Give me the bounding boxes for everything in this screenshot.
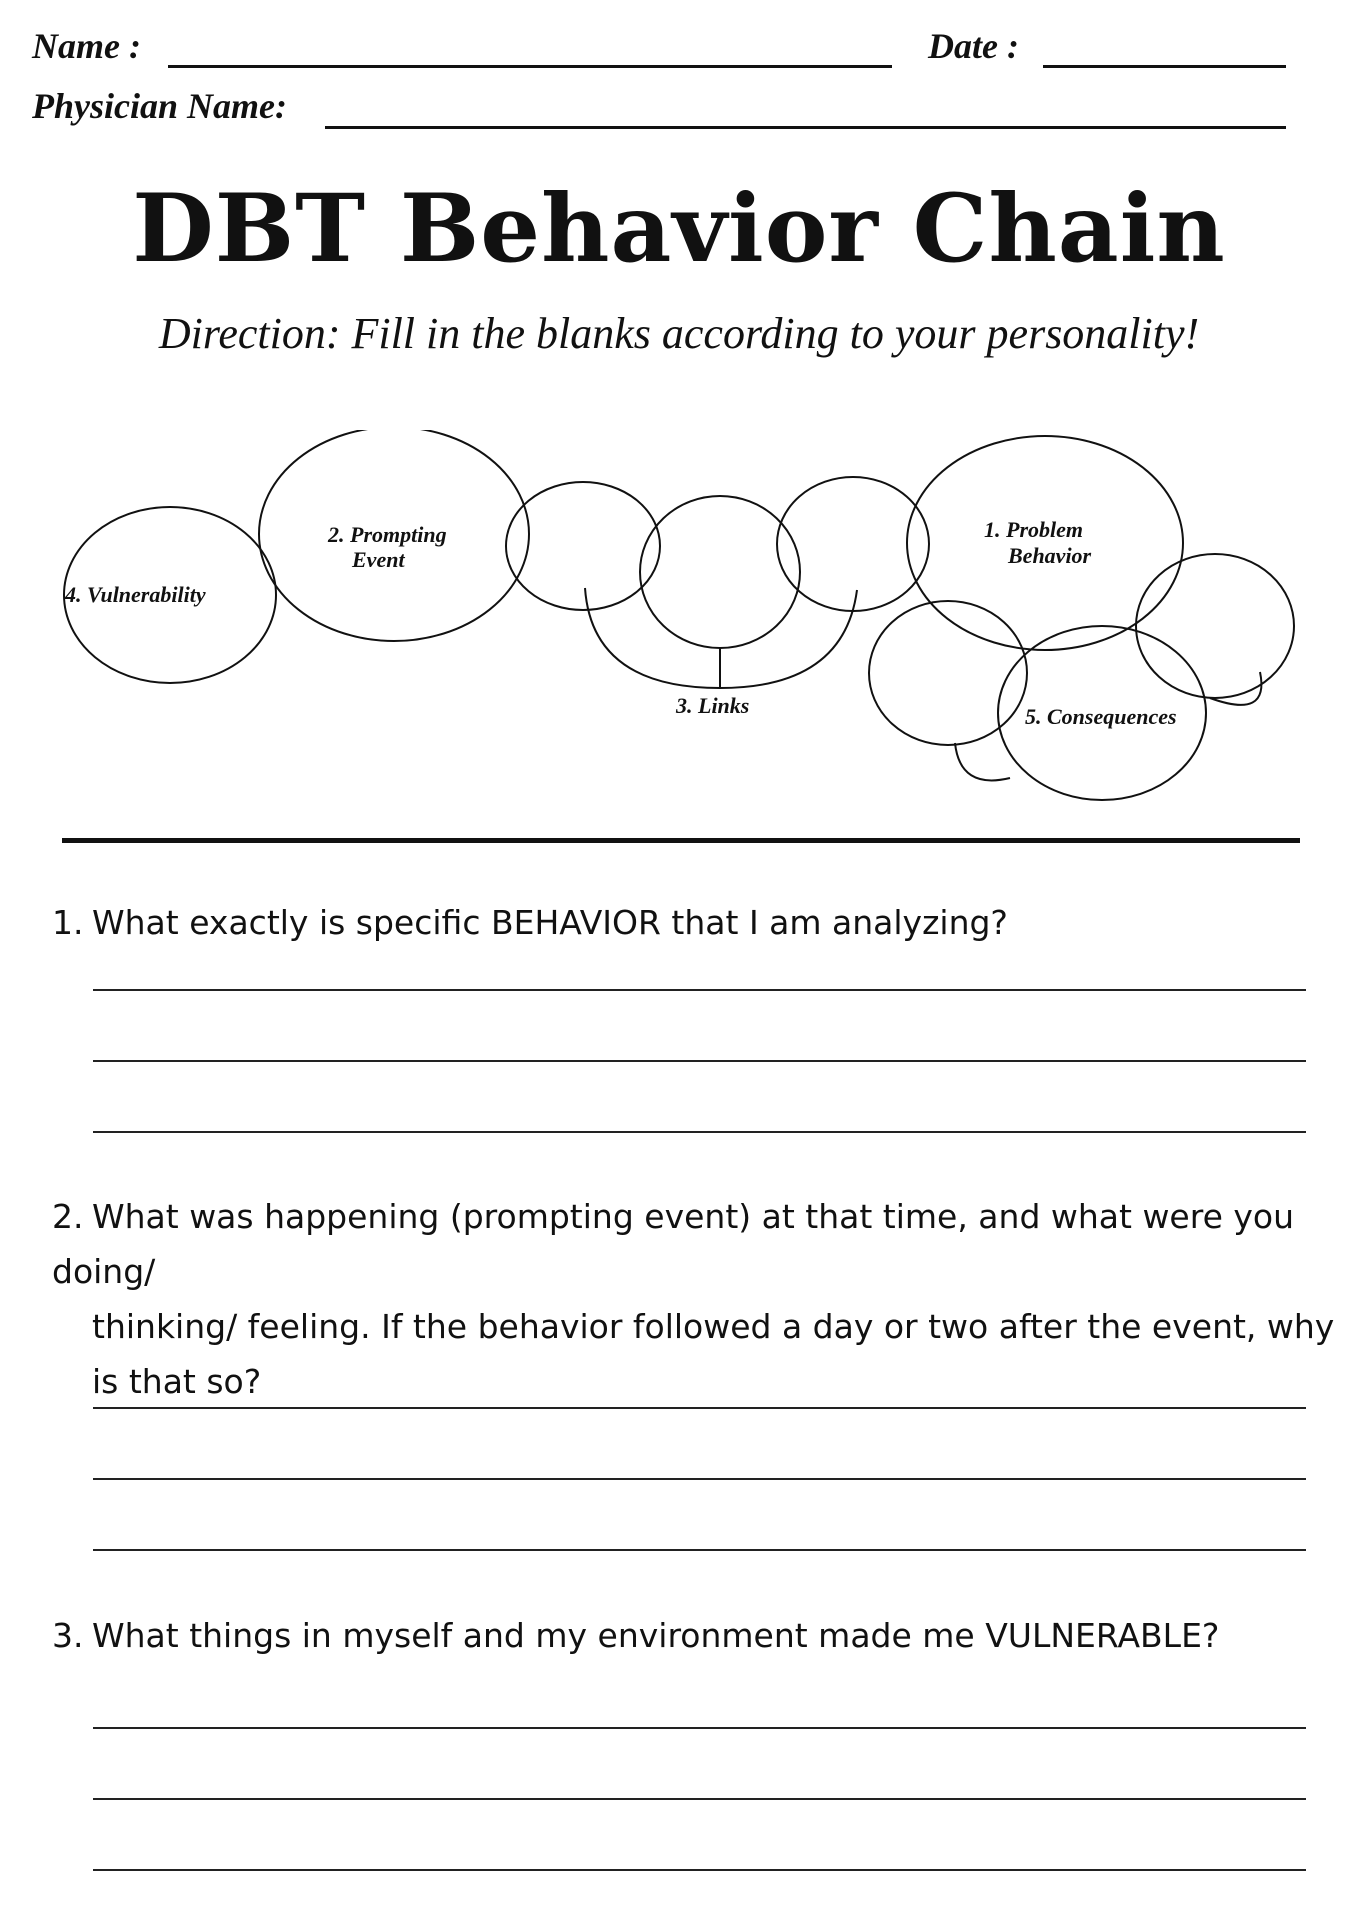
question-number: 3.	[52, 1616, 84, 1655]
date-label: Date :	[928, 26, 1019, 66]
consequences-bracket	[955, 743, 1010, 780]
direction-text: Direction: Fill in the blanks according to your personality!	[158, 309, 1200, 358]
physician-name-field[interactable]	[325, 126, 1286, 129]
question-text: What was happening (prompting event) at that time, and what were you doing/	[52, 1197, 1295, 1291]
answer-line[interactable]	[93, 1131, 1306, 1133]
question-3	[52, 1608, 1352, 1663]
question-number: 1.	[52, 903, 84, 942]
answer-line[interactable]	[93, 1060, 1306, 1062]
behavior-chain-diagram	[0, 430, 1358, 810]
page-title: DBT Behavior Chain	[132, 174, 1226, 284]
prompting-event-label-2: Event	[352, 547, 405, 572]
link-circle-2	[640, 496, 800, 648]
question-text: What things in myself and my environment made me VULNERABLE?	[92, 1616, 1220, 1655]
question-text: thinking/ feeling. If the behavior followed a day or two after the event, why	[92, 1307, 1335, 1346]
answer-line[interactable]	[93, 1549, 1306, 1551]
answer-line[interactable]	[93, 1478, 1306, 1480]
answer-line[interactable]	[93, 1798, 1306, 1800]
links-label: 3. Links	[676, 693, 750, 718]
answer-line[interactable]	[93, 1407, 1306, 1409]
answer-line[interactable]	[93, 1727, 1306, 1729]
answer-line[interactable]	[93, 989, 1306, 991]
answer-line[interactable]	[93, 1869, 1306, 1871]
name-field[interactable]	[168, 65, 892, 68]
question-1	[52, 895, 1352, 950]
question-number: 2.	[52, 1197, 84, 1236]
problem-behavior-label-1: 1. Problem	[984, 517, 1083, 542]
side-circle	[1136, 554, 1294, 698]
section-divider	[62, 838, 1300, 843]
consequences-side-circle	[869, 601, 1027, 745]
name-label: Name :	[32, 26, 141, 66]
physician-name-label: Physician Name:	[32, 86, 287, 126]
question-2	[52, 1189, 1352, 1409]
prompting-event-label-1: 2. Prompting	[328, 522, 447, 547]
vulnerability-label: 4. Vulnerability	[65, 582, 206, 607]
consequences-label: 5. Consequences	[1025, 704, 1177, 729]
problem-behavior-label-2: Behavior	[1008, 543, 1092, 568]
question-text: is that so?	[92, 1362, 262, 1401]
question-text: What exactly is specific BEHAVIOR that I am analyzing?	[92, 903, 1008, 942]
date-field[interactable]	[1043, 65, 1286, 68]
